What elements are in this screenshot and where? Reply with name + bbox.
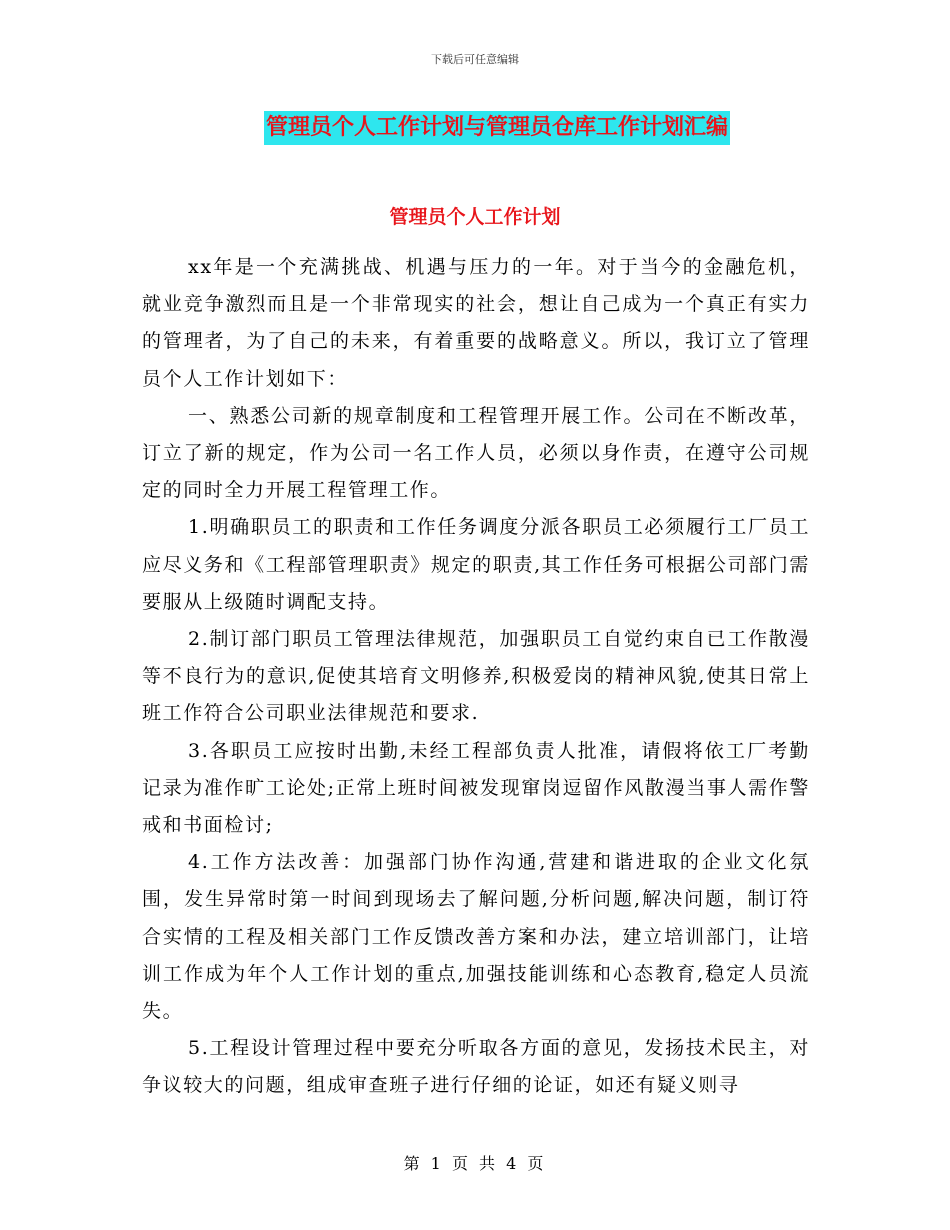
page-footer: 第 1 页 共 4 页 bbox=[403, 1154, 547, 1173]
paragraph: 1.明确职员工的职责和工作任务调度分派各职员工必须履行工厂员工应尽义务和《工程部管理职责》规定的职责,其工作任务可根据公司部门需要服从上级随时调配支持。 bbox=[142, 516, 810, 613]
document-body bbox=[142, 249, 810, 1105]
document-title: 管理员个人工作计划与管理员仓库工作计划汇编 bbox=[264, 111, 730, 145]
paragraph: 5.工程设计管理过程中要充分听取各方面的意见，发扬技术民主，对争议较大的问题，组成审查班子进行仔细的论证，如还有疑义则寻 bbox=[142, 1037, 810, 1097]
page-header-note: 下载后可任意编辑 bbox=[431, 53, 519, 66]
paragraph: 4.工作方法改善：加强部门协作沟通,营建和谐进取的企业文化氛围，发生异常时第一时间到现场去了解问题,分析问题,解决问题，制订符合实情的工程及相关部门工作反馈改善方案和办法，建立培训部门，让培训工作成为年个人工作计划的重点,加强技能训练和心态教育,稳定人员流失。 bbox=[142, 851, 810, 1023]
paragraph: 3.各职员工应按时出勤,未经工程部负责人批准，请假将依工厂考勤记录为准作旷工论处;正常上班时间被发现窜岗逗留作风散漫当事人需作警戒和书面检讨; bbox=[142, 739, 810, 837]
paragraph: 2.制订部门职员工管理法律规范，加强职员工自觉约束自已工作散漫等不良行为的意识,促使其培育文明修养,积极爱岗的精神风貌,使其日常上班工作符合公司职业法律规范和要求. bbox=[142, 628, 810, 725]
section-title: 管理员个人工作计划 bbox=[389, 206, 561, 228]
paragraph: xx年是一个充满挑战、机遇与压力的一年。对于当今的金融危机，就业竞争激烈而且是一个非常现实的社会，想让自己成为一个真正有实力的管理者，为了自己的未来，有着重要的战略意义。所以，我订立了管理员个人工作计划如下： bbox=[142, 256, 810, 390]
document-title-container bbox=[0, 111, 950, 145]
paragraph: 一、熟悉公司新的规章制度和工程管理开展工作。公司在不断改革，订立了新的规定，作为公司一名工作人员，必须以身作责，在遵守公司规定的同时全力开展工程管理工作。 bbox=[142, 404, 810, 502]
